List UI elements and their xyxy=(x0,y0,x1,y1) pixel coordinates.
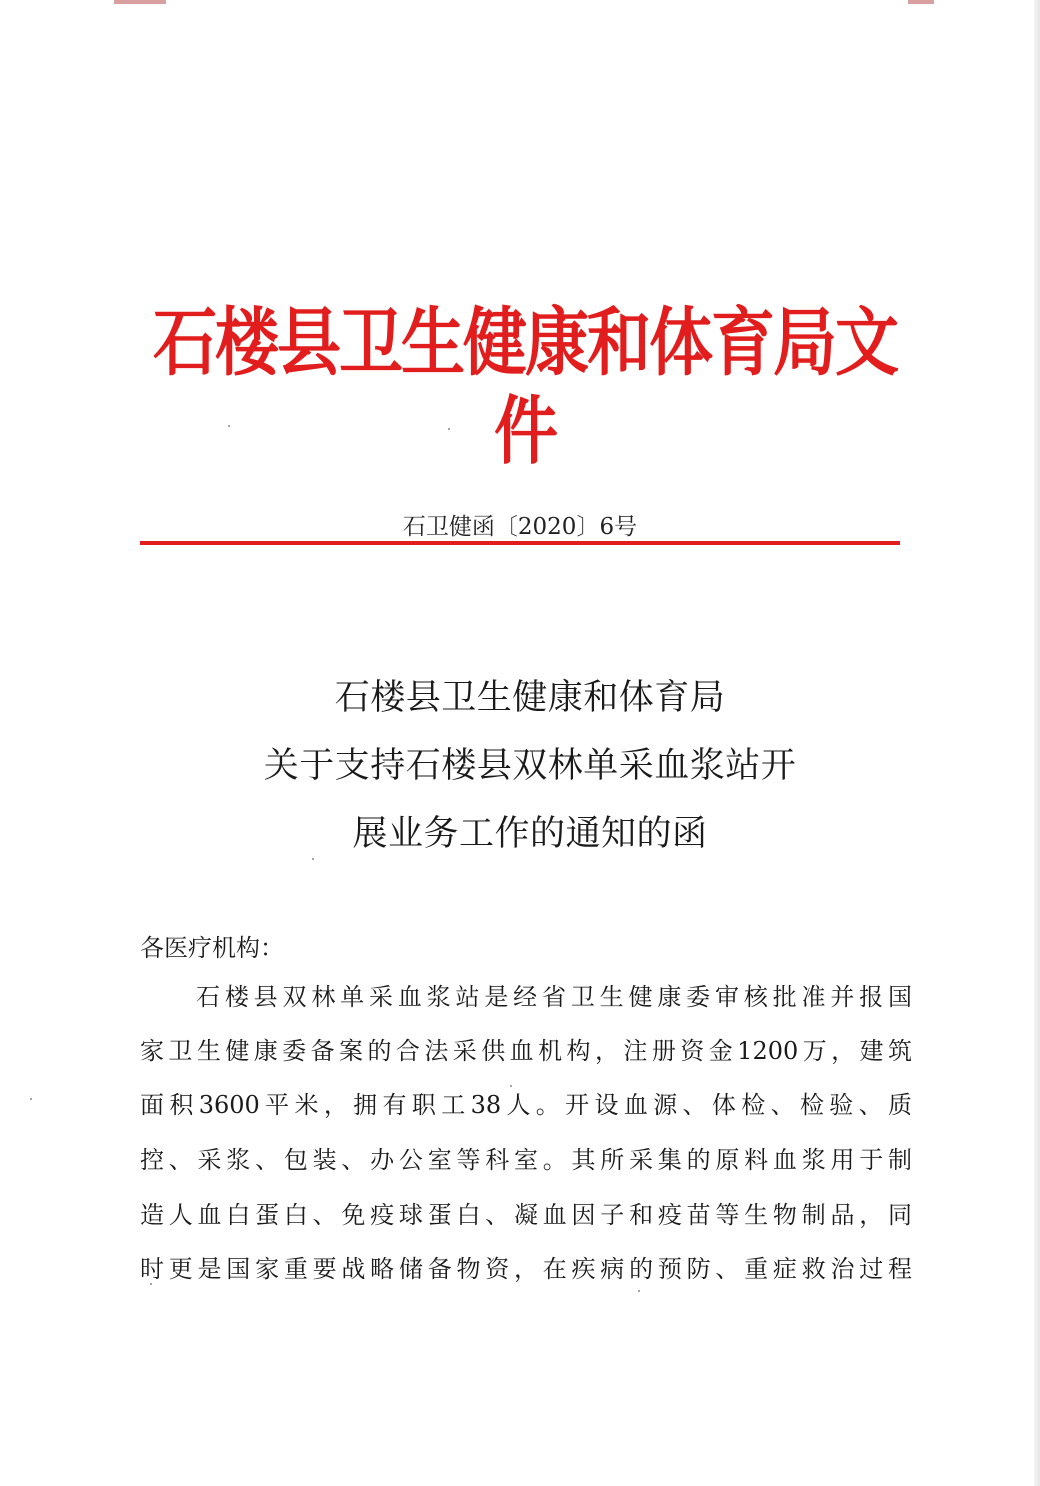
scan-speck xyxy=(448,428,450,430)
scan-edge xyxy=(1034,0,1040,1486)
document-title-line-1: 石楼县卫生健康和体育局 xyxy=(334,678,726,718)
document-number: 石卫健函〔2020〕6号 xyxy=(402,514,638,540)
document-title-line-2: 关于支持石楼县双林单采血浆站开 xyxy=(263,746,797,786)
body-line-4: 控、采浆、包装、办公室等科室。其所采集的原料血浆用于制 xyxy=(140,1146,912,1174)
body-line-1: 石楼县双林单采血浆站是经省卫生健康委审核批准并报国 xyxy=(196,983,912,1011)
body-line-2: 家卫生健康委备案的合法采供血机构，注册资金1200万，建筑 xyxy=(140,1037,912,1065)
body-line-6: 时更是国家重要战略储备物资，在疾病的预防、重症救治过程 xyxy=(140,1255,912,1283)
scan-speck xyxy=(228,425,230,427)
salutation: 各医疗机构： xyxy=(140,934,284,962)
body-line-5: 造人血白蛋白、免疫球蛋白、凝血因子和疫苗等生物制品，同 xyxy=(140,1201,912,1229)
scan-speck xyxy=(30,1098,32,1100)
scan-speck xyxy=(150,1283,152,1285)
scan-artifact xyxy=(908,0,934,4)
red-divider-line xyxy=(140,541,900,545)
scan-artifact xyxy=(114,0,166,4)
body-line-3: 面积3600平米，拥有职工38人。开设血源、体检、检验、质 xyxy=(140,1091,912,1119)
document-title-line-3: 展业务工作的通知的函 xyxy=(352,814,708,854)
scan-speck xyxy=(638,1290,640,1292)
document-issuer-header: 石楼县卫生健康和体育局文件 xyxy=(153,300,897,475)
scan-speck xyxy=(312,858,314,860)
scan-speck xyxy=(510,1085,512,1087)
